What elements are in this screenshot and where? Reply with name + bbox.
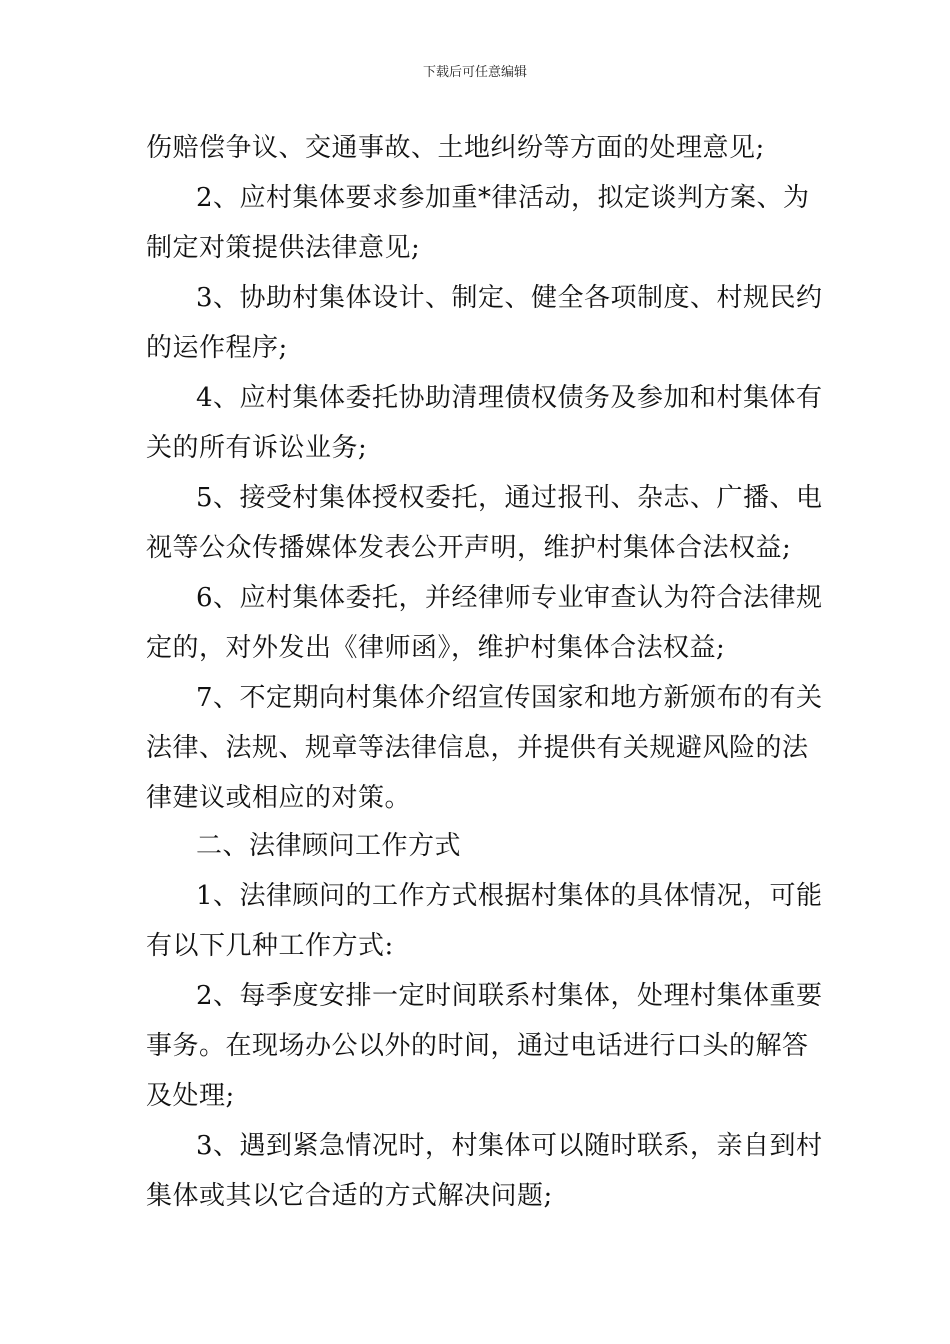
section-heading: 二、法律顾问工作方式 bbox=[196, 831, 462, 861]
paragraph-line: 制定对策提供法律意见; bbox=[146, 233, 421, 263]
paragraph-line: 6、应村集体委托，并经律师专业审查认为符合法律规 bbox=[196, 583, 823, 613]
paragraph-line: 4、应村集体委托协助清理债权债务及参加和村集体有 bbox=[196, 383, 823, 413]
paragraph-line: 7、不定期向村集体介绍宣传国家和地方新颁布的有关 bbox=[196, 683, 823, 713]
page-header: 下载后可任意编辑 bbox=[422, 65, 527, 80]
paragraph-line: 法律、法规、规章等法律信息，并提供有关规避风险的法 bbox=[146, 733, 809, 763]
paragraph-line: 的运作程序; bbox=[146, 333, 288, 363]
paragraph-line: 视等公众传播媒体发表公开声明，维护村集体合法权益; bbox=[146, 533, 792, 563]
paragraph-line: 3、协助村集体设计、制定、健全各项制度、村规民约 bbox=[196, 283, 823, 313]
paragraph-line: 2、应村集体要求参加重*律活动，拟定谈判方案、为 bbox=[196, 183, 810, 213]
paragraph-line: 事务。在现场办公以外的时间，通过电话进行口头的解答 bbox=[146, 1031, 809, 1061]
paragraph-line: 定的，对外发出《律师函》，维护村集体合法权益; bbox=[146, 633, 726, 663]
paragraph-line: 有以下几种工作方式: bbox=[146, 931, 394, 961]
paragraph-line: 5、接受村集体授权委托，通过报刊、杂志、广播、电 bbox=[196, 483, 823, 513]
paragraph-line: 集体或其以它合适的方式解决问题; bbox=[146, 1181, 553, 1211]
paragraph-line: 1、法律顾问的工作方式根据村集体的具体情况，可能 bbox=[196, 881, 823, 911]
paragraph-line: 及处理; bbox=[146, 1081, 235, 1111]
paragraph-line: 律建议或相应的对策。 bbox=[146, 783, 412, 813]
paragraph-line: 3、遇到紧急情况时，村集体可以随时联系，亲自到村 bbox=[196, 1131, 823, 1161]
paragraph-line: 关的所有诉讼业务; bbox=[146, 433, 368, 463]
paragraph-line: 伤赔偿争议、交通事故、土地纠纷等方面的处理意见; bbox=[146, 133, 765, 163]
paragraph-line: 2、每季度安排一定时间联系村集体，处理村集体重要 bbox=[196, 981, 823, 1011]
